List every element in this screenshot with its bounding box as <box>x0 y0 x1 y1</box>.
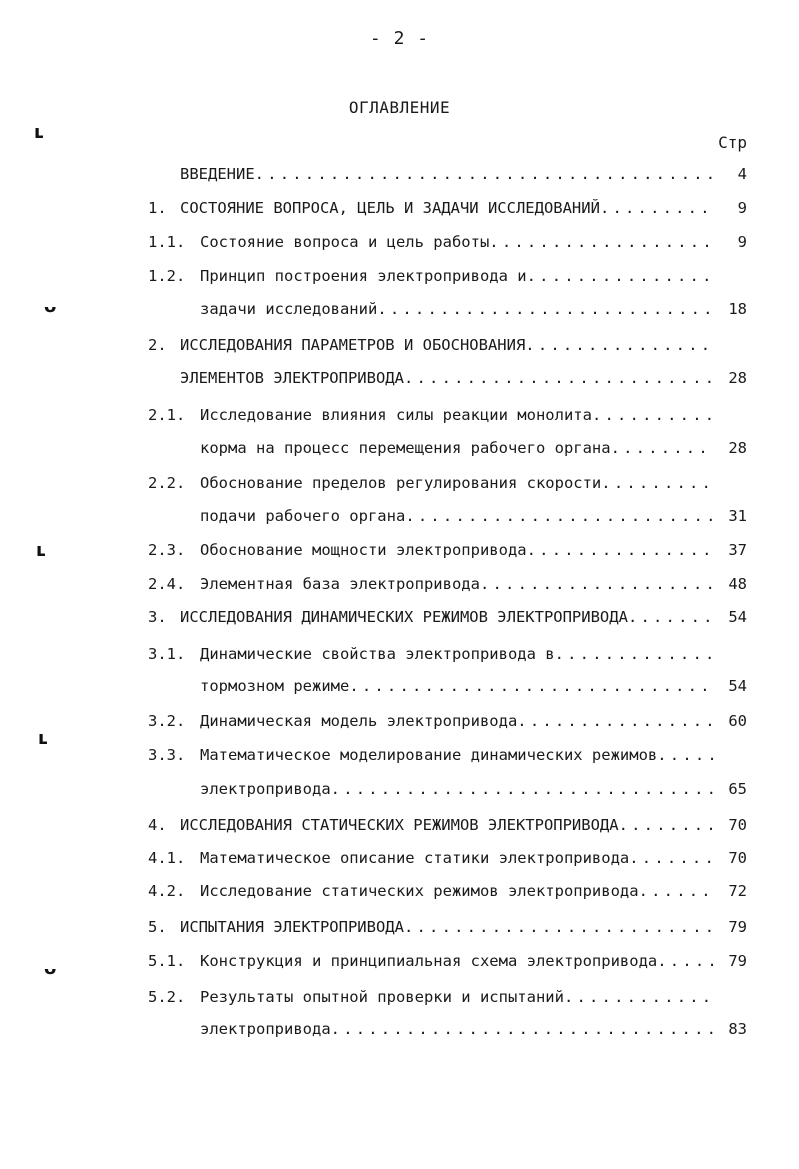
dot-leader <box>555 645 713 663</box>
toc-entry-number: 2.2. <box>148 474 186 492</box>
dot-leader <box>639 882 713 900</box>
toc-entry-page: 31 <box>728 507 747 525</box>
toc-entry-title: ИСПЫТАНИЯ ЭЛЕКТРОПРИВОДА <box>180 918 404 936</box>
toc-entry-page: 18 <box>728 300 747 318</box>
toc-entry <box>200 780 747 804</box>
toc-entry-number: 3. <box>148 608 167 626</box>
toc-entry <box>148 474 747 498</box>
toc-entry <box>148 746 747 770</box>
page-number: - 2 - <box>369 28 430 49</box>
dot-leader <box>377 300 713 318</box>
toc-entry-page: 48 <box>728 575 747 593</box>
dot-leader <box>404 369 713 387</box>
toc-entry-title: Состояние вопроса и цель работы <box>200 233 490 251</box>
toc-entry <box>148 952 747 976</box>
dot-leader <box>331 1020 713 1038</box>
dot-leader <box>517 712 713 730</box>
toc-entry <box>200 1020 747 1044</box>
toc-entry-page: 28 <box>728 369 747 387</box>
toc-entry-title: Обоснование мощности электропривода <box>200 541 527 559</box>
toc-entry-title: Динамическая модель электропривода <box>200 712 518 730</box>
toc-entry-number: 2. <box>148 336 167 354</box>
toc-entry-page: 70 <box>728 816 747 834</box>
toc-entry-page: 9 <box>737 199 747 217</box>
dot-leader <box>349 677 713 695</box>
toc-entry <box>148 541 747 565</box>
toc-entry <box>148 712 747 736</box>
toc-entry-number: 4.2. <box>148 882 186 900</box>
toc-entry <box>180 165 747 189</box>
toc-entry-title: тормозном режиме <box>200 677 350 695</box>
toc-entry <box>148 816 747 840</box>
dot-leader <box>592 406 713 424</box>
scan-mark: ʟ <box>36 540 46 561</box>
toc-entry-title: ЭЛЕМЕНТОВ ЭЛЕКТРОПРИВОДА <box>180 369 404 387</box>
toc-entry-number: 3.2. <box>148 712 186 730</box>
dot-leader <box>480 575 713 593</box>
dot-leader <box>489 233 713 251</box>
toc-entry-number: 2.4. <box>148 575 186 593</box>
toc-entry <box>200 507 747 531</box>
toc-entry-title: ВВЕДЕНИЕ <box>180 165 255 183</box>
dot-leader <box>525 336 713 354</box>
toc-entry <box>148 918 747 942</box>
toc-entry <box>200 439 747 463</box>
toc-entry-title: ИССЛЕДОВАНИЯ ПАРАМЕТРОВ И ОБОСНОВАНИЯ <box>180 336 526 354</box>
toc-entry <box>148 199 747 223</box>
toc-entry <box>148 849 747 873</box>
toc-entry-page: 37 <box>728 541 747 559</box>
toc-entry-page: 54 <box>728 608 747 626</box>
toc-entry-number: 5.2. <box>148 988 186 1006</box>
dot-leader <box>657 952 713 970</box>
toc-entry <box>148 336 747 360</box>
dot-leader <box>527 541 713 559</box>
scan-mark: ʟ <box>34 122 44 143</box>
dot-leader <box>629 849 713 867</box>
dot-leader <box>527 267 713 285</box>
toc-entry <box>200 300 747 324</box>
toc-entry <box>148 645 747 669</box>
toc-entry-title: Конструкция и принципиальная схема электропривода <box>200 952 658 970</box>
toc-entry <box>180 369 747 393</box>
toc-entry-page: 72 <box>728 882 747 900</box>
toc-entry <box>148 882 747 906</box>
toc-entry-number: 5. <box>148 918 167 936</box>
toc-title: ОГЛАВЛЕНИЕ <box>348 98 451 117</box>
toc-entry <box>148 233 747 257</box>
toc-entry-title: электропривода <box>200 1020 331 1038</box>
toc-entry-page: 79 <box>728 918 747 936</box>
toc-entry-number: 2.1. <box>148 406 186 424</box>
toc-entry <box>148 575 747 599</box>
toc-entry-number: 1.1. <box>148 233 186 251</box>
toc-entry <box>148 406 747 430</box>
toc-entry-page: 65 <box>728 780 747 798</box>
toc-entry-title: Динамические свойства электропривода в <box>200 645 555 663</box>
toc-entry-page: 70 <box>728 849 747 867</box>
toc-entry-title: Исследование статических режимов электропривода <box>200 882 639 900</box>
toc-entry-page: 83 <box>728 1020 747 1038</box>
dot-leader <box>404 918 713 936</box>
dot-leader <box>255 165 713 183</box>
toc-entry-number: 3.1. <box>148 645 186 663</box>
toc-entry-number: 2.3. <box>148 541 186 559</box>
scan-mark: ᴗ <box>44 958 57 979</box>
dot-leader <box>564 988 713 1006</box>
toc-entry-number: 1. <box>148 199 167 217</box>
toc-entry-page: 54 <box>728 677 747 695</box>
toc-entry-number: 5.1. <box>148 952 186 970</box>
dot-leader <box>657 746 713 764</box>
toc-entry-title: подачи рабочего органа <box>200 507 406 525</box>
toc-entry-page: 79 <box>728 952 747 970</box>
toc-entry-title: электропривода <box>200 780 331 798</box>
toc-entry-number: 4. <box>148 816 167 834</box>
toc-entry-page: 4 <box>737 165 747 183</box>
scan-mark: ʟ <box>38 728 48 749</box>
toc-entry <box>148 988 747 1012</box>
toc-entry-title: задачи исследований <box>200 300 378 318</box>
toc-entry-page: 28 <box>728 439 747 457</box>
dot-leader <box>600 199 713 217</box>
dot-leader <box>611 439 713 457</box>
toc-entry <box>200 677 747 701</box>
toc-entry-page: 60 <box>728 712 747 730</box>
toc-entry-title: корма на процесс перемещения рабочего органа <box>200 439 611 457</box>
toc-entry-page: 9 <box>737 233 747 251</box>
dot-leader <box>628 608 713 626</box>
toc-entry <box>148 608 747 632</box>
toc-entry-number: 4.1. <box>148 849 186 867</box>
dot-leader <box>405 507 713 525</box>
page-column-header: Стр <box>718 133 747 152</box>
toc-entry-title: Принцип построения электропривода и <box>200 267 527 285</box>
scan-mark: ᴗ <box>44 296 57 317</box>
toc-entry-title: Результаты опытной проверки и испытаний <box>200 988 564 1006</box>
toc-entry-title: ИССЛЕДОВАНИЯ ДИНАМИЧЕСКИХ РЕЖИМОВ ЭЛЕКТРОПРИВОДА <box>180 608 628 626</box>
dot-leader <box>619 816 713 834</box>
toc-entry-title: Элементная база электропривода <box>200 575 480 593</box>
toc-entry-number: 3.3. <box>148 746 186 764</box>
toc-entry-title: СОСТОЯНИЕ ВОПРОСА, ЦЕЛЬ И ЗАДАЧИ ИССЛЕДОВАНИЙ <box>180 199 600 217</box>
dot-leader <box>601 474 713 492</box>
toc-entry-title: Математическое описание статики электропривода <box>200 849 630 867</box>
toc-entry-title: Обоснование пределов регулирования скорости <box>200 474 602 492</box>
toc-entry-number: 1.2. <box>148 267 186 285</box>
toc-entry-title: ИССЛЕДОВАНИЯ СТАТИЧЕСКИХ РЕЖИМОВ ЭЛЕКТРОПРИВОДА <box>180 816 619 834</box>
toc-entry-title: Исследование влияния силы реакции монолита <box>200 406 592 424</box>
toc-entry <box>148 267 747 291</box>
dot-leader <box>331 780 713 798</box>
toc-entry-title: Математическое моделирование динамических режимов <box>200 746 658 764</box>
